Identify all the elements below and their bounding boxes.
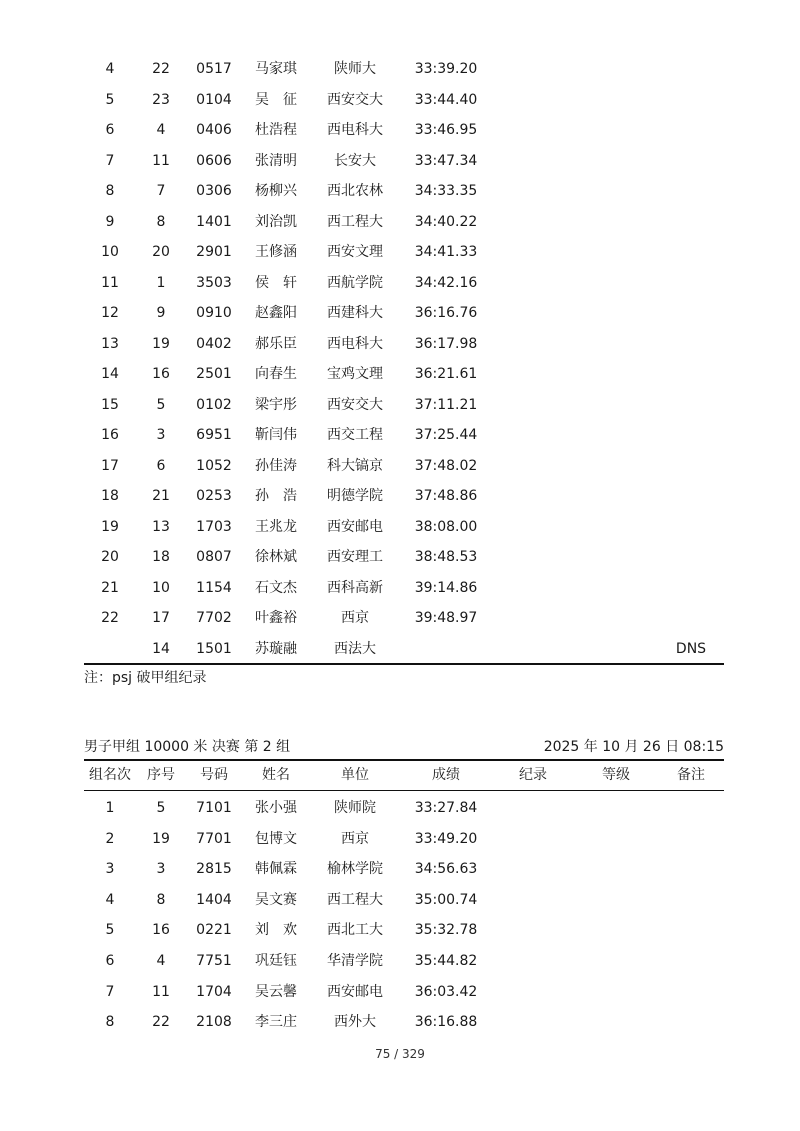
cell-rank: 2 bbox=[105, 830, 115, 847]
table-header bbox=[84, 760, 724, 790]
header-bottom-rule bbox=[84, 790, 724, 791]
cell-note bbox=[658, 115, 724, 145]
cell-rank: 7 bbox=[105, 983, 115, 1000]
section-datetime: 2025 年 10 月 26 日 08:15 bbox=[543, 739, 724, 755]
cell-unit: 长安大 bbox=[334, 152, 376, 169]
cell-rank: 17 bbox=[101, 457, 119, 474]
cell-time: 37:11.21 bbox=[414, 396, 478, 413]
table-row bbox=[84, 451, 724, 481]
cell-time: 37:48.86 bbox=[414, 488, 478, 504]
cell-rank: 1 bbox=[105, 800, 115, 816]
cell-bib: 7702 bbox=[196, 610, 232, 626]
cell-note bbox=[658, 176, 724, 206]
table-row bbox=[84, 793, 724, 823]
cell-note bbox=[658, 268, 724, 298]
cell-unit: 榆林学院 bbox=[327, 861, 383, 878]
header-note: 备注 bbox=[677, 767, 705, 783]
header-name: 姓名 bbox=[262, 767, 290, 783]
table-row bbox=[84, 542, 724, 572]
cell-rank bbox=[84, 634, 136, 664]
cell-rank: 5 bbox=[105, 91, 115, 108]
cell-time: 33:27.84 bbox=[414, 800, 478, 816]
cell-note bbox=[658, 207, 724, 237]
cell-note bbox=[658, 481, 724, 511]
cell-time: 36:21.61 bbox=[414, 366, 478, 382]
cell-name: 苏璇融 bbox=[255, 640, 297, 657]
footnote: 注：psj 破甲组纪录 bbox=[84, 670, 207, 686]
cell-lane: 18 bbox=[152, 549, 170, 565]
cell-name: 李三庄 bbox=[255, 1014, 297, 1031]
cell-time: 33:39.20 bbox=[414, 61, 478, 77]
cell-name: 张小强 bbox=[255, 800, 297, 816]
cell-bib: 7701 bbox=[196, 830, 232, 847]
cell-rank: 8 bbox=[105, 1014, 115, 1031]
header-time: 成绩 bbox=[432, 767, 460, 783]
cell-bib: 0221 bbox=[196, 922, 232, 939]
table-row bbox=[84, 268, 724, 298]
header-rank: 组名次 bbox=[89, 767, 131, 783]
cell-unit: 西安文理 bbox=[327, 244, 383, 260]
table-row bbox=[84, 481, 724, 511]
cell-name: 石文杰 bbox=[255, 579, 297, 596]
cell-bib: 1052 bbox=[196, 457, 232, 474]
cell-name: 靳闫伟 bbox=[255, 427, 297, 443]
table-row bbox=[84, 390, 724, 420]
header-record: 纪录 bbox=[519, 767, 547, 783]
cell-lane: 4 bbox=[156, 953, 166, 969]
cell-unit: 西电科大 bbox=[327, 335, 383, 352]
cell-time: 34:40.22 bbox=[414, 213, 478, 230]
cell-time: 36:03.42 bbox=[414, 983, 478, 1000]
cell-rank: 9 bbox=[105, 213, 115, 230]
cell-bib: 1703 bbox=[196, 518, 232, 535]
cell-lane: 17 bbox=[152, 610, 170, 626]
cell-bib: 0606 bbox=[196, 152, 232, 169]
cell-rank: 19 bbox=[101, 518, 119, 535]
cell-unit: 科大镐京 bbox=[327, 457, 383, 474]
cell-lane: 14 bbox=[152, 640, 170, 657]
cell-lane: 5 bbox=[156, 800, 166, 816]
cell-note bbox=[658, 329, 724, 359]
header-grade: 等级 bbox=[602, 767, 630, 783]
table-row bbox=[84, 512, 724, 542]
cell-name: 孙佳涛 bbox=[255, 457, 297, 474]
cell-rank: 4 bbox=[105, 61, 115, 77]
cell-rank: 4 bbox=[105, 891, 115, 908]
cell-time: 35:00.74 bbox=[414, 891, 478, 908]
cell-lane: 10 bbox=[152, 579, 170, 596]
cell-unit: 陕师院 bbox=[334, 800, 376, 816]
cell-unit: 西交工程 bbox=[327, 427, 383, 443]
cell-bib: 2108 bbox=[196, 1014, 232, 1031]
cell-time: 38:48.53 bbox=[414, 549, 478, 565]
cell-lane: 4 bbox=[156, 122, 166, 138]
cell-rank: 11 bbox=[101, 274, 119, 291]
cell-bib: 2501 bbox=[196, 366, 232, 382]
cell-note bbox=[658, 359, 724, 389]
cell-bib: 1704 bbox=[196, 983, 232, 1000]
cell-time: 34:42.16 bbox=[414, 274, 478, 291]
table-bottom-rule bbox=[84, 663, 724, 665]
cell-name: 吴云馨 bbox=[255, 983, 297, 1000]
cell-rank: 6 bbox=[105, 122, 115, 138]
cell-time: 33:47.34 bbox=[414, 152, 478, 169]
cell-rank: 7 bbox=[105, 152, 115, 169]
cell-unit: 西北农林 bbox=[327, 183, 383, 199]
cell-time: 33:44.40 bbox=[414, 91, 478, 108]
page-number: 75 / 329 bbox=[375, 1047, 425, 1061]
table-row bbox=[84, 298, 724, 328]
cell-unit: 西京 bbox=[341, 830, 369, 847]
cell-unit: 西科高新 bbox=[327, 579, 383, 596]
cell-note bbox=[658, 54, 724, 84]
cell-lane: 19 bbox=[152, 335, 170, 352]
section-title: 男子甲组 10000 米 决赛 第 2 组 bbox=[84, 739, 291, 755]
cell-bib: 1404 bbox=[196, 891, 232, 908]
cell-bib: 0102 bbox=[196, 396, 232, 413]
cell-lane: 21 bbox=[152, 488, 170, 504]
cell-time: 33:46.95 bbox=[414, 122, 478, 138]
cell-unit: 西安理工 bbox=[327, 549, 383, 565]
cell-rank: 22 bbox=[101, 610, 119, 626]
cell-note: DNS bbox=[675, 640, 707, 657]
cell-lane: 6 bbox=[156, 457, 166, 474]
cell-lane: 13 bbox=[152, 518, 170, 535]
cell-rank: 16 bbox=[101, 427, 119, 443]
cell-rank: 12 bbox=[101, 305, 119, 321]
cell-lane: 1 bbox=[156, 274, 166, 291]
cell-bib: 0104 bbox=[196, 91, 232, 108]
cell-rank: 21 bbox=[101, 579, 119, 596]
cell-note bbox=[658, 573, 724, 603]
cell-time: 38:08.00 bbox=[414, 518, 478, 535]
cell-unit: 陕师大 bbox=[334, 61, 376, 77]
cell-lane: 9 bbox=[156, 305, 166, 321]
table-row bbox=[84, 420, 724, 450]
table-row bbox=[84, 146, 724, 176]
cell-lane: 19 bbox=[152, 830, 170, 847]
cell-bib: 0402 bbox=[196, 335, 232, 352]
cell-time: 34:56.63 bbox=[414, 861, 478, 878]
cell-note bbox=[658, 237, 724, 267]
cell-unit: 西安交大 bbox=[327, 396, 383, 413]
cell-name: 王修涵 bbox=[255, 244, 297, 260]
cell-bib: 1401 bbox=[196, 213, 232, 230]
cell-lane: 11 bbox=[152, 152, 170, 169]
cell-lane: 22 bbox=[152, 1014, 170, 1031]
table-row bbox=[84, 977, 724, 1007]
cell-lane: 11 bbox=[152, 983, 170, 1000]
cell-name: 杨柳兴 bbox=[255, 183, 297, 199]
cell-rank: 13 bbox=[101, 335, 119, 352]
cell-name: 包博文 bbox=[255, 830, 297, 847]
cell-note bbox=[658, 512, 724, 542]
cell-rank: 20 bbox=[101, 549, 119, 565]
cell-time bbox=[400, 634, 492, 664]
cell-time: 36:16.76 bbox=[414, 305, 478, 321]
header-bib: 号码 bbox=[200, 767, 228, 783]
cell-name: 马家琪 bbox=[255, 61, 297, 77]
table-row bbox=[84, 54, 724, 84]
cell-lane: 20 bbox=[152, 244, 170, 260]
table-row bbox=[84, 359, 724, 389]
cell-unit: 宝鸡文理 bbox=[327, 366, 383, 382]
cell-unit: 华清学院 bbox=[327, 953, 383, 969]
table-row bbox=[84, 603, 724, 633]
cell-bib: 2901 bbox=[196, 244, 232, 260]
cell-lane: 16 bbox=[152, 366, 170, 382]
cell-rank: 5 bbox=[105, 922, 115, 939]
table-row bbox=[84, 824, 724, 854]
cell-name: 徐林斌 bbox=[255, 549, 297, 565]
cell-note bbox=[658, 420, 724, 450]
cell-rank: 15 bbox=[101, 396, 119, 413]
cell-name: 刘治凯 bbox=[255, 213, 297, 230]
cell-lane: 7 bbox=[156, 183, 166, 199]
table-row bbox=[84, 573, 724, 603]
header-unit: 单位 bbox=[341, 767, 369, 783]
cell-unit: 西京 bbox=[341, 610, 369, 626]
cell-name: 侯 轩 bbox=[255, 274, 297, 291]
cell-name: 王兆龙 bbox=[255, 518, 297, 535]
cell-bib: 7101 bbox=[196, 800, 232, 816]
cell-bib: 7751 bbox=[196, 953, 232, 969]
cell-name: 巩廷钰 bbox=[255, 953, 297, 969]
cell-time: 33:49.20 bbox=[414, 830, 478, 847]
cell-unit: 西安邮电 bbox=[327, 983, 383, 1000]
cell-name: 梁宇彤 bbox=[255, 396, 297, 413]
cell-unit: 西法大 bbox=[334, 640, 376, 657]
cell-lane: 23 bbox=[152, 91, 170, 108]
cell-lane: 3 bbox=[156, 861, 166, 878]
cell-time: 37:48.02 bbox=[414, 457, 478, 474]
table-row bbox=[84, 634, 724, 664]
cell-unit: 明德学院 bbox=[327, 488, 383, 504]
cell-time: 34:33.35 bbox=[414, 183, 478, 199]
cell-bib: 1154 bbox=[196, 579, 232, 596]
cell-time: 36:16.88 bbox=[414, 1014, 478, 1031]
cell-name: 赵鑫阳 bbox=[255, 305, 297, 321]
table-row bbox=[84, 207, 724, 237]
cell-lane: 16 bbox=[152, 922, 170, 939]
cell-lane: 8 bbox=[156, 213, 166, 230]
cell-rank: 3 bbox=[105, 861, 115, 878]
cell-name: 吴 征 bbox=[255, 91, 297, 108]
cell-time: 34:41.33 bbox=[414, 244, 478, 260]
cell-note bbox=[658, 85, 724, 115]
cell-note bbox=[658, 298, 724, 328]
cell-name: 叶鑫裕 bbox=[255, 610, 297, 626]
cell-bib: 0253 bbox=[196, 488, 232, 504]
cell-time: 35:32.78 bbox=[414, 922, 478, 939]
cell-unit: 西北工大 bbox=[327, 922, 383, 939]
cell-note bbox=[658, 390, 724, 420]
header-lane: 序号 bbox=[147, 767, 175, 783]
table-row bbox=[84, 115, 724, 145]
table-row bbox=[84, 237, 724, 267]
table-row bbox=[84, 329, 724, 359]
cell-lane: 5 bbox=[156, 396, 166, 413]
cell-unit: 西工程大 bbox=[327, 891, 383, 908]
cell-unit: 西电科大 bbox=[327, 122, 383, 138]
cell-bib: 0517 bbox=[196, 61, 232, 77]
cell-time: 37:25.44 bbox=[414, 427, 478, 443]
cell-rank: 8 bbox=[105, 183, 115, 199]
cell-time: 39:14.86 bbox=[414, 579, 478, 596]
cell-bib: 2815 bbox=[196, 861, 232, 878]
cell-note bbox=[658, 603, 724, 633]
cell-note bbox=[658, 451, 724, 481]
cell-lane: 8 bbox=[156, 891, 166, 908]
table-row bbox=[84, 176, 724, 206]
cell-time: 36:17.98 bbox=[414, 335, 478, 352]
cell-time: 35:44.82 bbox=[414, 953, 478, 969]
cell-name: 郝乐臣 bbox=[255, 335, 297, 352]
table-row bbox=[84, 854, 724, 884]
cell-bib: 6951 bbox=[196, 427, 232, 443]
cell-name: 向春生 bbox=[255, 366, 297, 382]
cell-note bbox=[658, 542, 724, 572]
cell-time: 39:48.97 bbox=[414, 610, 478, 626]
cell-lane: 22 bbox=[152, 61, 170, 77]
cell-lane: 3 bbox=[156, 427, 166, 443]
cell-name: 刘 欢 bbox=[255, 922, 297, 939]
cell-unit: 西安邮电 bbox=[327, 518, 383, 535]
cell-bib: 0910 bbox=[196, 305, 232, 321]
cell-rank: 14 bbox=[101, 366, 119, 382]
cell-bib: 1501 bbox=[196, 640, 232, 657]
cell-rank: 10 bbox=[101, 244, 119, 260]
cell-name: 韩佩霖 bbox=[255, 861, 297, 878]
cell-unit: 西工程大 bbox=[327, 213, 383, 230]
cell-name: 吴文赛 bbox=[255, 891, 297, 908]
cell-rank: 6 bbox=[105, 953, 115, 969]
cell-bib: 0306 bbox=[196, 183, 232, 199]
cell-unit: 西安交大 bbox=[327, 91, 383, 108]
cell-bib: 0807 bbox=[196, 549, 232, 565]
cell-rank: 18 bbox=[101, 488, 119, 504]
cell-unit: 西建科大 bbox=[327, 305, 383, 321]
cell-bib: 3503 bbox=[196, 274, 232, 291]
cell-unit: 西航学院 bbox=[327, 274, 383, 291]
table-row bbox=[84, 885, 724, 915]
table-row bbox=[84, 946, 724, 976]
table-row bbox=[84, 1007, 724, 1037]
cell-note bbox=[658, 146, 724, 176]
table-row bbox=[84, 915, 724, 945]
table-row bbox=[84, 85, 724, 115]
cell-name: 孙 浩 bbox=[255, 488, 297, 504]
cell-name: 张清明 bbox=[255, 152, 297, 169]
cell-unit: 西外大 bbox=[334, 1014, 376, 1031]
cell-name: 杜浩程 bbox=[255, 122, 297, 138]
cell-bib: 0406 bbox=[196, 122, 232, 138]
